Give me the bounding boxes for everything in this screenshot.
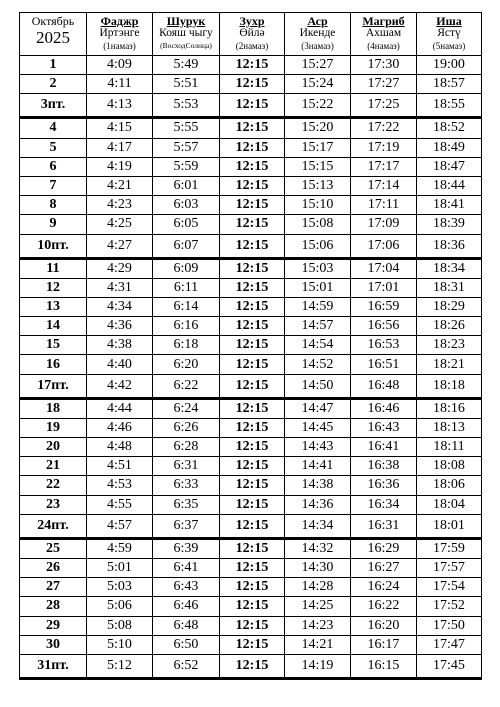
zuhr-time-cell: 12:15 xyxy=(220,578,285,597)
shuruk-time-cell: 6:01 xyxy=(153,176,220,195)
fajr-time-cell: 4:55 xyxy=(87,495,153,514)
fajr-time-cell: 4:09 xyxy=(87,56,153,75)
day-cell: 20 xyxy=(20,438,87,457)
shuruk-time-cell: 5:57 xyxy=(153,138,220,157)
table-row xyxy=(20,317,482,336)
maghrib-time-cell: 17:27 xyxy=(351,75,417,94)
day-cell: 19 xyxy=(20,418,87,437)
maghrib-time-cell: 17:06 xyxy=(351,234,417,258)
fajr-time-cell: 4:11 xyxy=(87,75,153,94)
table-row xyxy=(20,297,482,316)
isha-time-cell: 18:34 xyxy=(417,258,482,278)
isha-time-cell: 18:47 xyxy=(417,157,482,176)
isha-time-cell: 19:00 xyxy=(417,56,482,75)
table-row xyxy=(20,118,482,138)
day-cell: 6 xyxy=(20,157,87,176)
day-cell: 30 xyxy=(20,635,87,654)
shuruk-time-cell: 6:43 xyxy=(153,578,220,597)
zuhr-time-cell: 12:15 xyxy=(220,118,285,138)
shuruk-time-cell: 6:11 xyxy=(153,278,220,297)
table-row xyxy=(20,476,482,495)
fajr-time-cell: 4:17 xyxy=(87,138,153,157)
isha-time-cell: 18:01 xyxy=(417,514,482,538)
isha-time-cell: 18:44 xyxy=(417,176,482,195)
isha-time-cell: 17:54 xyxy=(417,578,482,597)
maghrib-time-cell: 16:15 xyxy=(351,654,417,678)
shuruk-time-cell: 6:18 xyxy=(153,336,220,355)
asr-time-cell: 15:20 xyxy=(285,118,351,138)
asr-time-cell: 14:54 xyxy=(285,336,351,355)
maghrib-time-cell: 17:11 xyxy=(351,196,417,215)
friday-row xyxy=(20,514,482,538)
day-cell: 24пт. xyxy=(20,514,87,538)
maghrib-time-cell: 16:46 xyxy=(351,398,417,418)
isha-time-cell: 18:06 xyxy=(417,476,482,495)
zuhr-time-cell: 12:15 xyxy=(220,457,285,476)
fajr-time-cell: 4:19 xyxy=(87,157,153,176)
table-row xyxy=(20,398,482,418)
asr-time-cell: 14:25 xyxy=(285,597,351,616)
zuhr-time-cell: 12:15 xyxy=(220,374,285,398)
maghrib-time-cell: 16:29 xyxy=(351,538,417,558)
table-row xyxy=(20,75,482,94)
zuhr-time-cell: 12:15 xyxy=(220,56,285,75)
zuhr-time-cell: 12:15 xyxy=(220,514,285,538)
asr-time-cell: 14:28 xyxy=(285,578,351,597)
table-row xyxy=(20,457,482,476)
table-row xyxy=(20,258,482,278)
maghrib-time-cell: 17:01 xyxy=(351,278,417,297)
timetable-table xyxy=(19,12,482,680)
asr-time-cell: 14:34 xyxy=(285,514,351,538)
day-cell: 17пт. xyxy=(20,374,87,398)
asr-time-cell: 14:21 xyxy=(285,635,351,654)
asr-time-cell: 15:08 xyxy=(285,215,351,234)
asr-time-cell: 14:36 xyxy=(285,495,351,514)
fajr-time-cell: 4:23 xyxy=(87,196,153,215)
table-row xyxy=(20,138,482,157)
day-cell: 18 xyxy=(20,398,87,418)
asr-time-cell: 14:47 xyxy=(285,398,351,418)
table-row xyxy=(20,176,482,195)
isha-time-cell: 18:31 xyxy=(417,278,482,297)
column-note: (1намаз) xyxy=(103,40,136,51)
asr-time-cell: 14:43 xyxy=(285,438,351,457)
shuruk-time-cell: 6:46 xyxy=(153,597,220,616)
fajr-time-cell: 4:53 xyxy=(87,476,153,495)
day-cell: 14 xyxy=(20,317,87,336)
column-note: (3намаз) xyxy=(301,40,334,51)
asr-time-cell: 15:15 xyxy=(285,157,351,176)
maghrib-time-cell: 16:59 xyxy=(351,297,417,316)
maghrib-time-cell: 16:20 xyxy=(351,616,417,635)
maghrib-time-cell: 16:43 xyxy=(351,418,417,437)
isha-time-cell: 18:36 xyxy=(417,234,482,258)
maghrib-time-cell: 16:31 xyxy=(351,514,417,538)
day-cell: 10пт. xyxy=(20,234,87,258)
fajr-time-cell: 4:48 xyxy=(87,438,153,457)
fajr-time-cell: 4:44 xyxy=(87,398,153,418)
maghrib-time-cell: 17:25 xyxy=(351,94,417,118)
day-cell: 23 xyxy=(20,495,87,514)
zuhr-time-cell: 12:15 xyxy=(220,558,285,577)
shuruk-time-cell: 6:03 xyxy=(153,196,220,215)
zuhr-time-cell: 12:15 xyxy=(220,654,285,678)
shuruk-time-cell: 6:14 xyxy=(153,297,220,316)
column-subtitle: Иртэнге xyxy=(99,27,140,39)
shuruk-time-cell: 6:07 xyxy=(153,234,220,258)
maghrib-time-cell: 16:27 xyxy=(351,558,417,577)
shuruk-time-cell: 6:16 xyxy=(153,317,220,336)
table-row xyxy=(20,215,482,234)
isha-time-cell: 18:57 xyxy=(417,75,482,94)
asr-time-cell: 15:17 xyxy=(285,138,351,157)
zuhr-time-cell: 12:15 xyxy=(220,157,285,176)
fajr-time-cell: 4:38 xyxy=(87,336,153,355)
shuruk-time-cell: 5:53 xyxy=(153,94,220,118)
day-cell: 3пт. xyxy=(20,94,87,118)
zuhr-time-cell: 12:15 xyxy=(220,538,285,558)
isha-time-cell: 18:11 xyxy=(417,438,482,457)
shuruk-time-cell: 6:33 xyxy=(153,476,220,495)
maghrib-time-cell: 16:56 xyxy=(351,317,417,336)
zuhr-time-cell: 12:15 xyxy=(220,234,285,258)
day-cell: 4 xyxy=(20,118,87,138)
month-label: Октябрь xyxy=(31,14,75,28)
maghrib-time-cell: 17:30 xyxy=(351,56,417,75)
maghrib-time-cell: 16:38 xyxy=(351,457,417,476)
friday-row xyxy=(20,94,482,118)
table-row xyxy=(20,56,482,75)
timetable-body xyxy=(20,56,482,679)
shuruk-time-cell: 6:28 xyxy=(153,438,220,457)
friday-row xyxy=(20,374,482,398)
maghrib-time-cell: 16:24 xyxy=(351,578,417,597)
isha-time-cell: 18:08 xyxy=(417,457,482,476)
maghrib-time-cell: 17:17 xyxy=(351,157,417,176)
asr-time-cell: 15:01 xyxy=(285,278,351,297)
asr-time-cell: 14:19 xyxy=(285,654,351,678)
friday-row xyxy=(20,234,482,258)
asr-time-cell: 14:52 xyxy=(285,355,351,374)
isha-time-cell: 17:52 xyxy=(417,597,482,616)
maghrib-time-cell: 16:48 xyxy=(351,374,417,398)
asr-time-cell: 15:27 xyxy=(285,56,351,75)
zuhr-time-cell: 12:15 xyxy=(220,616,285,635)
fajr-time-cell: 4:15 xyxy=(87,118,153,138)
fajr-time-cell: 4:13 xyxy=(87,94,153,118)
isha-time-cell: 17:50 xyxy=(417,616,482,635)
zuhr-time-cell: 12:15 xyxy=(220,476,285,495)
column-subtitle: Икенде xyxy=(299,27,336,39)
shuruk-time-cell: 6:50 xyxy=(153,635,220,654)
day-cell: 8 xyxy=(20,196,87,215)
column-subtitle: Өйлә xyxy=(239,27,265,39)
fajr-header xyxy=(87,13,153,56)
day-cell: 9 xyxy=(20,215,87,234)
isha-time-cell: 18:39 xyxy=(417,215,482,234)
day-cell: 13 xyxy=(20,297,87,316)
friday-row xyxy=(20,654,482,678)
day-cell: 12 xyxy=(20,278,87,297)
fajr-time-cell: 4:31 xyxy=(87,278,153,297)
column-subtitle: Ахшам xyxy=(365,27,402,39)
header-row xyxy=(20,13,482,56)
maghrib-time-cell: 16:51 xyxy=(351,355,417,374)
column-name: Магриб xyxy=(362,14,405,28)
shuruk-time-cell: 6:41 xyxy=(153,558,220,577)
fajr-time-cell: 4:51 xyxy=(87,457,153,476)
fajr-time-cell: 4:29 xyxy=(87,258,153,278)
day-cell: 28 xyxy=(20,597,87,616)
table-row xyxy=(20,495,482,514)
shuruk-time-cell: 5:55 xyxy=(153,118,220,138)
shuruk-time-cell: 6:05 xyxy=(153,215,220,234)
maghrib-time-cell: 16:41 xyxy=(351,438,417,457)
zuhr-time-cell: 12:15 xyxy=(220,355,285,374)
fajr-time-cell: 4:59 xyxy=(87,538,153,558)
shuruk-time-cell: 5:59 xyxy=(153,157,220,176)
table-row xyxy=(20,157,482,176)
asr-time-cell: 14:59 xyxy=(285,297,351,316)
day-cell: 11 xyxy=(20,258,87,278)
fajr-time-cell: 4:34 xyxy=(87,297,153,316)
fajr-time-cell: 4:25 xyxy=(87,215,153,234)
day-cell: 15 xyxy=(20,336,87,355)
isha-time-cell: 18:21 xyxy=(417,355,482,374)
fajr-time-cell: 4:36 xyxy=(87,317,153,336)
column-name: Аср xyxy=(307,14,328,28)
shuruk-time-cell: 6:20 xyxy=(153,355,220,374)
isha-time-cell: 17:57 xyxy=(417,558,482,577)
isha-time-cell: 18:26 xyxy=(417,317,482,336)
asr-time-cell: 14:45 xyxy=(285,418,351,437)
shuruk-time-cell: 6:09 xyxy=(153,258,220,278)
isha-time-cell: 17:45 xyxy=(417,654,482,678)
fajr-time-cell: 5:08 xyxy=(87,616,153,635)
asr-time-cell: 14:38 xyxy=(285,476,351,495)
isha-time-cell: 18:23 xyxy=(417,336,482,355)
shuruk-time-cell: 6:48 xyxy=(153,616,220,635)
day-cell: 26 xyxy=(20,558,87,577)
month-year-header xyxy=(20,13,87,56)
day-cell: 31пт. xyxy=(20,654,87,678)
fajr-time-cell: 4:27 xyxy=(87,234,153,258)
day-cell: 5 xyxy=(20,138,87,157)
shuruk-time-cell: 6:31 xyxy=(153,457,220,476)
shuruk-time-cell: 6:35 xyxy=(153,495,220,514)
isha-time-cell: 18:52 xyxy=(417,118,482,138)
shuruk-time-cell: 6:24 xyxy=(153,398,220,418)
isha-time-cell: 18:16 xyxy=(417,398,482,418)
table-row xyxy=(20,418,482,437)
zuhr-time-cell: 12:15 xyxy=(220,336,285,355)
maghrib-time-cell: 17:22 xyxy=(351,118,417,138)
shuruk-header xyxy=(153,13,220,56)
maghrib-time-cell: 17:09 xyxy=(351,215,417,234)
asr-header xyxy=(285,13,351,56)
maghrib-time-cell: 17:19 xyxy=(351,138,417,157)
table-row xyxy=(20,538,482,558)
fajr-time-cell: 4:46 xyxy=(87,418,153,437)
asr-time-cell: 14:41 xyxy=(285,457,351,476)
table-row xyxy=(20,355,482,374)
column-name: Фаджр xyxy=(100,14,139,28)
asr-time-cell: 15:10 xyxy=(285,196,351,215)
fajr-time-cell: 5:12 xyxy=(87,654,153,678)
shuruk-time-cell: 6:22 xyxy=(153,374,220,398)
zuhr-time-cell: 12:15 xyxy=(220,278,285,297)
column-note: (5намаз) xyxy=(432,40,466,51)
isha-time-cell: 18:41 xyxy=(417,196,482,215)
zuhr-time-cell: 12:15 xyxy=(220,398,285,418)
fajr-time-cell: 5:01 xyxy=(87,558,153,577)
asr-time-cell: 15:22 xyxy=(285,94,351,118)
zuhr-time-cell: 12:15 xyxy=(220,297,285,316)
zuhr-time-cell: 12:15 xyxy=(220,215,285,234)
asr-time-cell: 15:03 xyxy=(285,258,351,278)
maghrib-time-cell: 16:53 xyxy=(351,336,417,355)
zuhr-time-cell: 12:15 xyxy=(220,75,285,94)
prayer-timetable xyxy=(19,12,481,680)
isha-time-cell: 17:59 xyxy=(417,538,482,558)
day-cell: 29 xyxy=(20,616,87,635)
asr-time-cell: 14:50 xyxy=(285,374,351,398)
fajr-time-cell: 5:10 xyxy=(87,635,153,654)
zuhr-time-cell: 12:15 xyxy=(220,418,285,437)
zuhr-time-cell: 12:15 xyxy=(220,258,285,278)
shuruk-time-cell: 5:51 xyxy=(153,75,220,94)
column-note: (2намаз) xyxy=(235,40,269,51)
isha-time-cell: 18:04 xyxy=(417,495,482,514)
table-row xyxy=(20,635,482,654)
zuhr-header xyxy=(220,13,285,56)
column-subtitle: Ястү xyxy=(437,27,461,39)
maghrib-time-cell: 16:17 xyxy=(351,635,417,654)
fajr-time-cell: 5:06 xyxy=(87,597,153,616)
zuhr-time-cell: 12:15 xyxy=(220,317,285,336)
zuhr-time-cell: 12:15 xyxy=(220,138,285,157)
maghrib-time-cell: 17:14 xyxy=(351,176,417,195)
fajr-time-cell: 5:03 xyxy=(87,578,153,597)
day-cell: 7 xyxy=(20,176,87,195)
zuhr-time-cell: 12:15 xyxy=(220,635,285,654)
column-name: Зухр xyxy=(239,14,265,28)
column-subtitle: Кояш чыгу xyxy=(159,27,213,39)
maghrib-time-cell: 16:34 xyxy=(351,495,417,514)
year-label: 2025 xyxy=(36,28,70,47)
table-row xyxy=(20,278,482,297)
table-row xyxy=(20,558,482,577)
day-cell: 21 xyxy=(20,457,87,476)
maghrib-time-cell: 16:36 xyxy=(351,476,417,495)
column-note: (4намаз) xyxy=(367,40,400,51)
shuruk-time-cell: 6:26 xyxy=(153,418,220,437)
table-row xyxy=(20,336,482,355)
column-name: Иша xyxy=(436,14,462,28)
isha-time-cell: 18:18 xyxy=(417,374,482,398)
fajr-time-cell: 4:21 xyxy=(87,176,153,195)
column-name: Шурук xyxy=(166,14,206,28)
maghrib-time-cell: 16:22 xyxy=(351,597,417,616)
isha-time-cell: 18:55 xyxy=(417,94,482,118)
day-cell: 27 xyxy=(20,578,87,597)
asr-time-cell: 14:57 xyxy=(285,317,351,336)
day-cell: 25 xyxy=(20,538,87,558)
table-row xyxy=(20,196,482,215)
zuhr-time-cell: 12:15 xyxy=(220,94,285,118)
column-note: (ВосходСолнца) xyxy=(160,40,212,50)
fajr-time-cell: 4:42 xyxy=(87,374,153,398)
day-cell: 1 xyxy=(20,56,87,75)
table-row xyxy=(20,438,482,457)
zuhr-time-cell: 12:15 xyxy=(220,438,285,457)
zuhr-time-cell: 12:15 xyxy=(220,176,285,195)
day-cell: 16 xyxy=(20,355,87,374)
asr-time-cell: 15:13 xyxy=(285,176,351,195)
day-cell: 2 xyxy=(20,75,87,94)
day-cell: 22 xyxy=(20,476,87,495)
asr-time-cell: 15:06 xyxy=(285,234,351,258)
shuruk-time-cell: 6:52 xyxy=(153,654,220,678)
table-row xyxy=(20,616,482,635)
zuhr-time-cell: 12:15 xyxy=(220,597,285,616)
asr-time-cell: 14:30 xyxy=(285,558,351,577)
asr-time-cell: 14:32 xyxy=(285,538,351,558)
fajr-time-cell: 4:40 xyxy=(87,355,153,374)
maghrib-header xyxy=(351,13,417,56)
isha-time-cell: 18:49 xyxy=(417,138,482,157)
isha-time-cell: 18:29 xyxy=(417,297,482,316)
zuhr-time-cell: 12:15 xyxy=(220,196,285,215)
fajr-time-cell: 4:57 xyxy=(87,514,153,538)
table-row xyxy=(20,597,482,616)
asr-time-cell: 15:24 xyxy=(285,75,351,94)
isha-time-cell: 17:47 xyxy=(417,635,482,654)
isha-time-cell: 18:13 xyxy=(417,418,482,437)
shuruk-time-cell: 6:39 xyxy=(153,538,220,558)
table-row xyxy=(20,578,482,597)
shuruk-time-cell: 6:37 xyxy=(153,514,220,538)
shuruk-time-cell: 5:49 xyxy=(153,56,220,75)
maghrib-time-cell: 17:04 xyxy=(351,258,417,278)
asr-time-cell: 14:23 xyxy=(285,616,351,635)
isha-header xyxy=(417,13,482,56)
zuhr-time-cell: 12:15 xyxy=(220,495,285,514)
